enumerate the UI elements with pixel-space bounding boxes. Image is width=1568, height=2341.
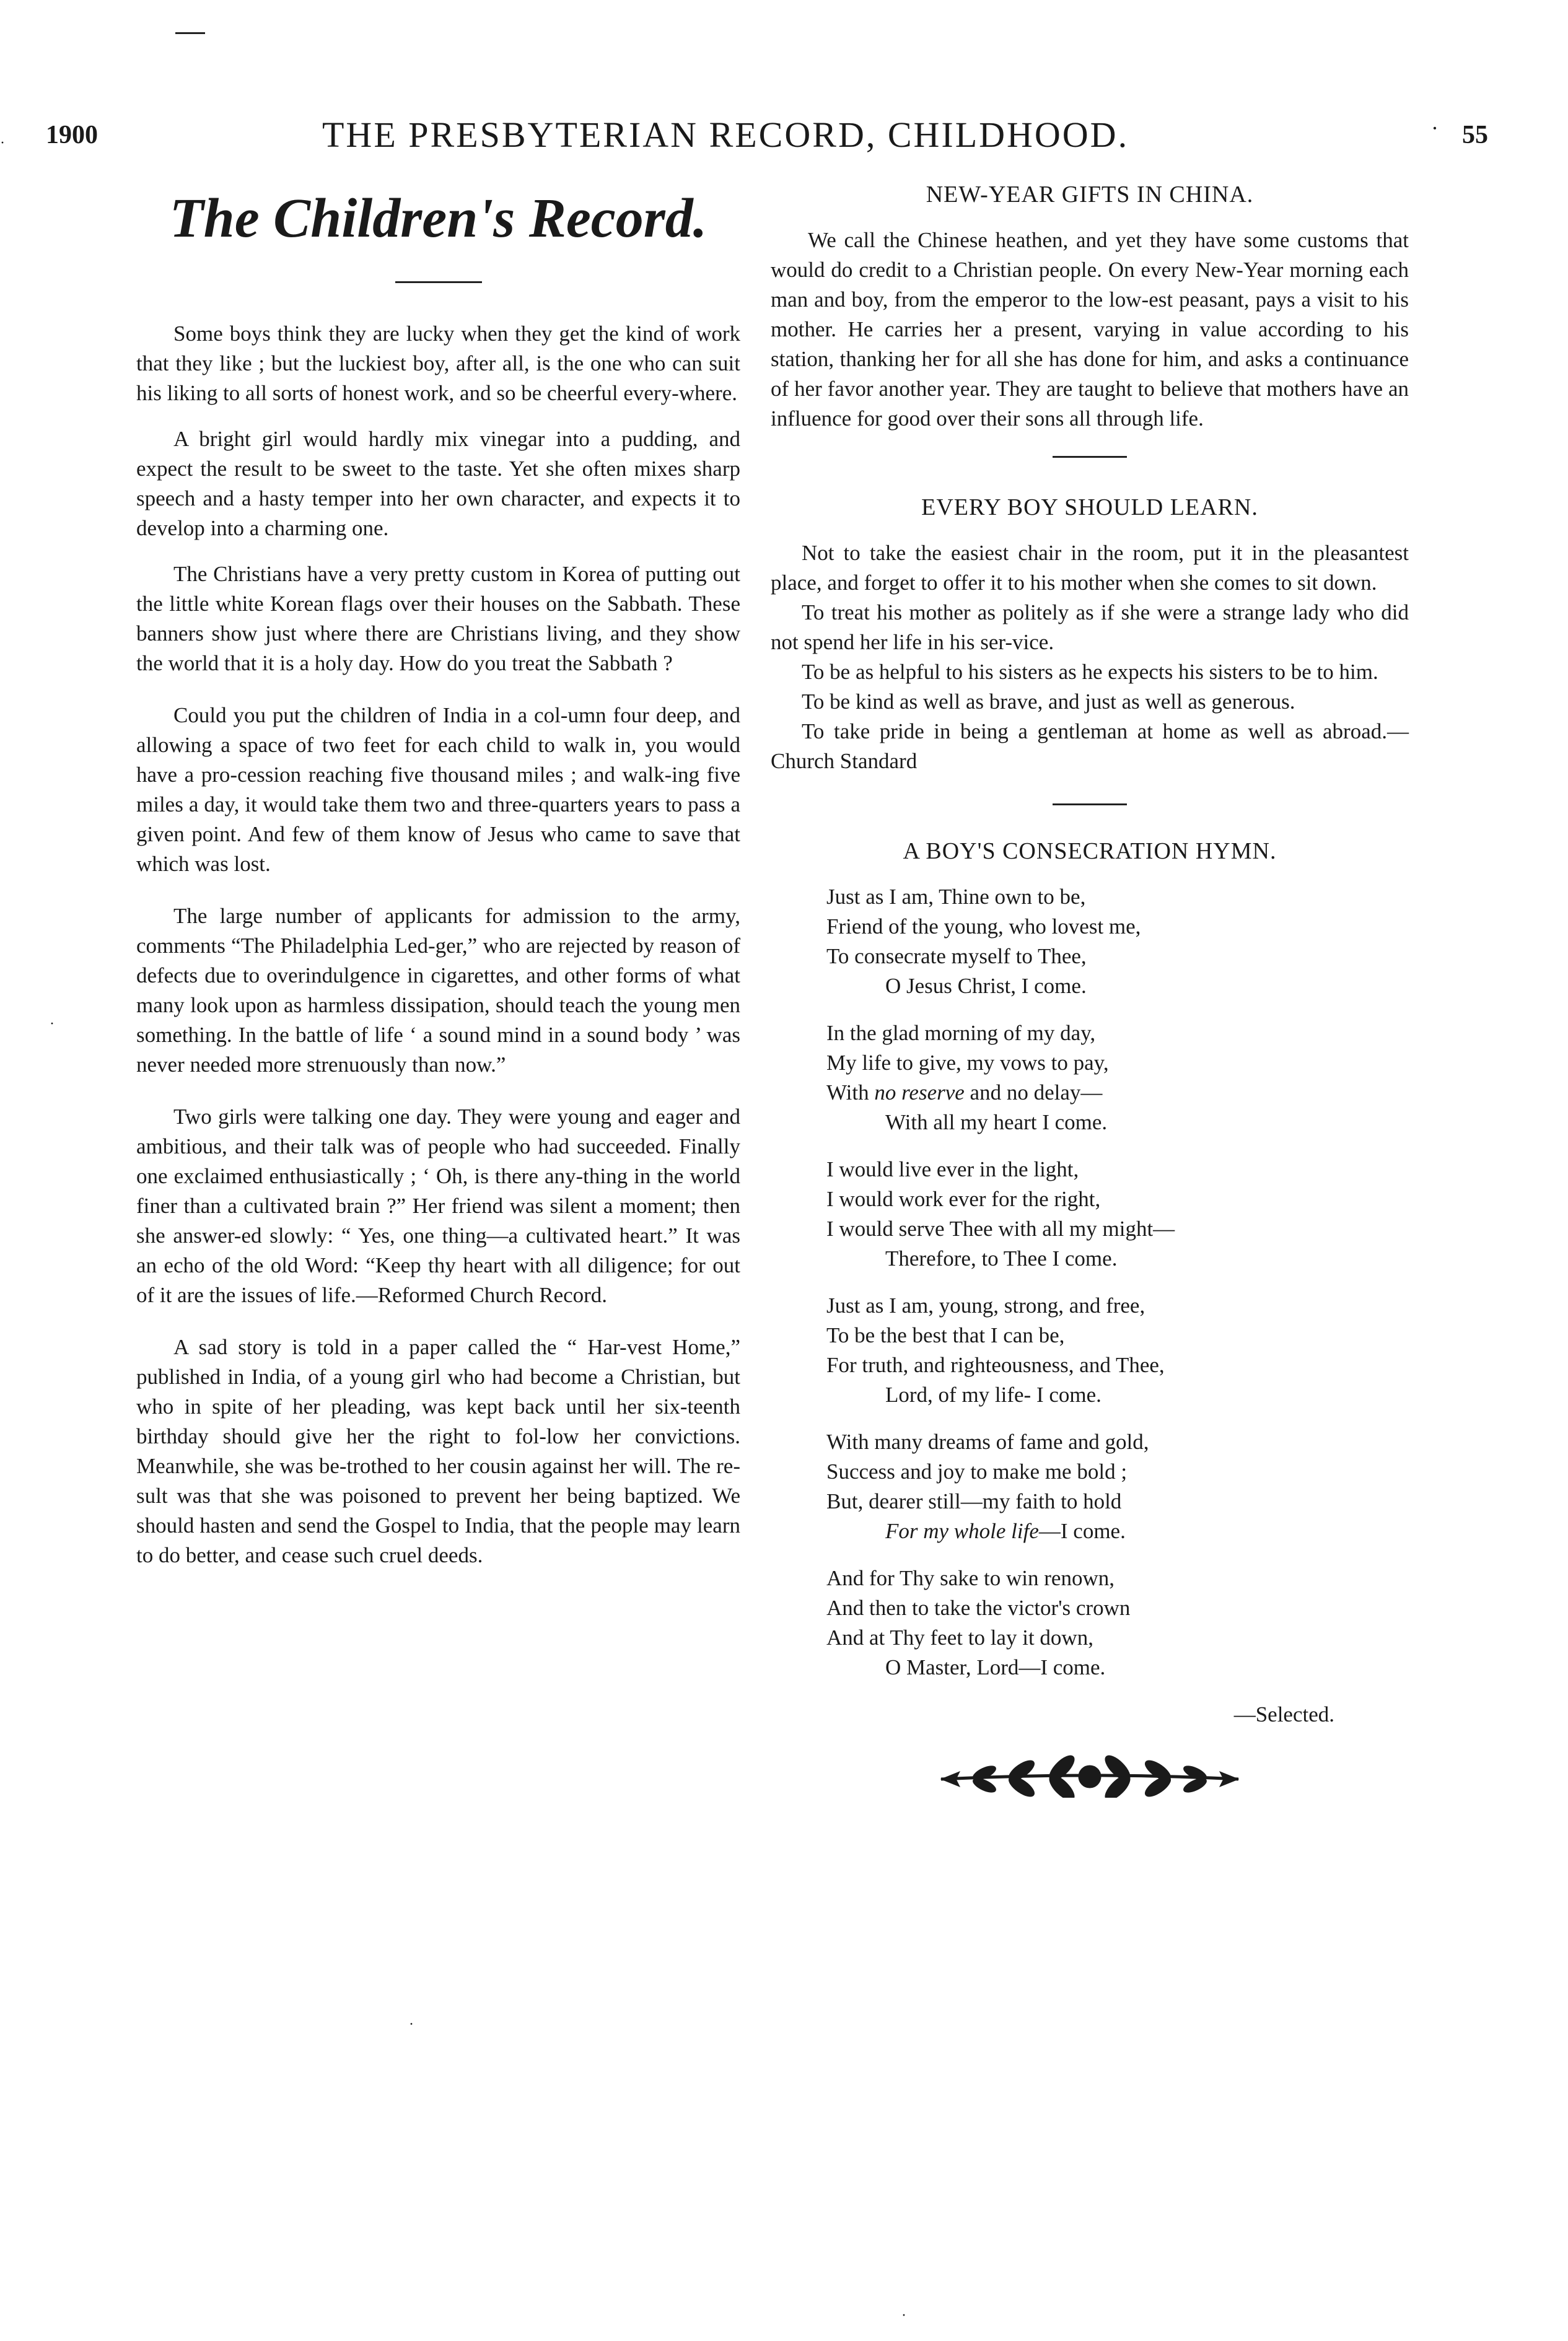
top-mark [175, 32, 205, 34]
learn-item: To be as helpful to his sisters as he expects his sisters to be to him. [802, 660, 1378, 684]
hymn-line [826, 1516, 1409, 1546]
heading-every-boy: EVERY BOY SHOULD LEARN. [921, 494, 1258, 520]
learn-item: To be kind as well as brave, and just as well as generous. [802, 689, 1295, 714]
section-rule [395, 281, 482, 283]
hymn-line: My life to give, my vows to pay, [826, 1051, 1109, 1075]
learn-item: To take pride in being a gentleman at home as well as abroad.—Church Standard [771, 719, 1409, 773]
hymn-line: Therefore, to Thee I come. [885, 1246, 1118, 1271]
left-column [136, 180, 740, 1586]
hymn-line: With all my heart I come. [885, 1110, 1108, 1134]
hymn-italic-phrase: no reserve [874, 1080, 965, 1105]
right-column [771, 180, 1409, 1798]
hymn-line: O Master, Lord—I come. [885, 1655, 1106, 1679]
hymn-line: Just as I am, young, strong, and free, [826, 1293, 1145, 1318]
paragraph-new-year: We call the Chinese heathen, and yet they have some customs that would do credit to a Christian people. On every New-Year morning each man and boy, from the emperor to the low-est peasant, pays a visit to his mother. He carries her a present, varying in value according to his station, thanking her for all she has done for him, and asks a continuance of her favor another year. They are taught to believe that mothers have an influence for good over their sons all through life. [771, 228, 1409, 431]
hymn-line: I would work ever for the right, [826, 1187, 1101, 1211]
paragraph-work: Some boys think they are lucky when they get the kind of work that they like ; but the luckiest boy, after all, is the one who can suit his liking to all sorts of honest work, and so be cheerful every-where. [136, 322, 740, 405]
hymn [826, 882, 1409, 1682]
learn-item: Not to take the easiest chair in the room, put it in the pleasantest place, and forget to offer it to his mother when she comes to sit down. [771, 541, 1409, 595]
hymn-line: Friend of the young, who lovest me, [826, 914, 1141, 939]
paragraph-vinegar: A bright girl would hardly mix vinegar into a pudding, and expect the result to be sweet to the taste. Yet she often mixes sharp speech and a hasty temper into her own character, and expects it to develop into a charming one. [136, 427, 740, 540]
hymn-line-part: and no delay— [964, 1080, 1103, 1105]
hymn-line: But, dearer still—my faith to hold [826, 1489, 1122, 1513]
hymn-line: And then to take the victor's crown [826, 1596, 1131, 1620]
hymn-line: O Jesus Christ, I come. [885, 974, 1087, 998]
header-year: 1900 [46, 121, 98, 149]
running-head [0, 115, 1568, 167]
paragraph-army: The large number of applicants for admission to the army, comments “The Philadelphia Led-ger,” who are rejected by reason of defects due to overindulgence in cigarettes, and other forms of what many look upon as harmless dissipation, should teach the young men something. In the battle of life ‘ a sound mind in a sound body ’ was never needed more strenuously than now.” [136, 904, 740, 1077]
hymn-line: For truth, and righteousness, and Thee, [826, 1353, 1165, 1377]
hymn-italic-phrase: For my whole life [885, 1519, 1039, 1543]
margin-speck: · [0, 135, 5, 151]
hymn-line: I would live ever in the light, [826, 1157, 1079, 1181]
hymn-line: With many dreams of fame and gold, [826, 1430, 1149, 1454]
hymn-stanza [826, 1564, 1409, 1682]
hymn-line: In the glad morning of my day, [826, 1021, 1096, 1045]
paragraph-sad-story: A sad story is told in a paper called the “ Har-vest Home,” published in India, of a young girl who had become a Christian, but who in spite of her pleading, was kept back until her six-teenth birthday should give her the right to fol-low her convictions. Meanwhile, she was be-trothed to her cousin against her will. The re-sult was that she was poisoned to prevent her being baptized. We should hasten and send the Gospel to India, that the people may learn to do better, and cease such cruel deeds. [136, 1335, 740, 1567]
hymn-line: To be the best that I can be, [826, 1323, 1065, 1347]
hymn-line: To consecrate myself to Thee, [826, 944, 1087, 968]
paragraph-two-girls: Two girls were talking one day. They were young and eager and ambitious, and their talk was of people who had succeeded. Finally one exclaimed enthusiastically ; ‘ Oh, is there any-thing in the world finer than a cultivated brain ?” Her friend was silent a moment; then she answer-ed slowly: “ Yes, one thing—a cultivated heart.” It was an echo of the old Word: “Keep thy heart with all diligence; for out of it are the issues of life.—Reformed Church Record. [136, 1105, 740, 1307]
hymn-stanza [826, 882, 1409, 1001]
header-dot: · [1431, 116, 1439, 141]
hymn-line [826, 1078, 1409, 1108]
hymn-line: And for Thy sake to win renown, [826, 1566, 1115, 1590]
hymn-stanza [826, 1155, 1409, 1274]
hymn-line-part: With [826, 1080, 875, 1105]
learn-item: To treat his mother as politely as if she were a strange lady who did not spend her life in his ser-vice. [771, 600, 1409, 654]
paragraph-india-children: Could you put the children of India in a col-umn four deep, and allowing a space of two feet for each child to walk in, you would have a pro-cession reaching five thousand miles ; and walk-ing five miles a day, it would take them two and three-quarters years to pass a given point. And few of them know of Jesus who came to save that which was lost. [136, 703, 740, 876]
vine-ornament-icon [935, 1754, 1245, 1798]
hymn-stanza [826, 1018, 1409, 1137]
hymn-line: Just as I am, Thine own to be, [826, 885, 1086, 909]
journal-title: THE PRESBYTERIAN RECORD, CHILDHOOD. [322, 115, 1129, 155]
hymn-line: Success and joy to make me bold ; [826, 1459, 1128, 1484]
hymn-line: Lord, of my life- I come. [885, 1383, 1102, 1407]
margin-speck: · [50, 1016, 55, 1032]
hymn-signoff: —Selected. [1233, 1702, 1334, 1726]
margin-speck: · [901, 2308, 906, 2324]
margin-speck: · [409, 2016, 414, 2033]
heading-new-year: NEW-YEAR GIFTS IN CHINA. [926, 182, 1254, 208]
rule-2 [1053, 803, 1127, 805]
hymn-line: And at Thy feet to lay it down, [826, 1626, 1093, 1650]
rule-1 [1053, 456, 1127, 458]
heading-hymn: A BOY'S CONSECRATION HYMN. [903, 838, 1277, 864]
hymn-line: I would serve Thee with all my might— [826, 1217, 1175, 1241]
hymn-line-part: —I come. [1038, 1519, 1126, 1543]
paragraph-korea: The Christians have a very pretty custom in Korea of putting out the little white Korean flags over their houses on the Sabbath. These banners show just where there are Christians living, and they show the world that it is a holy day. How do you treat the Sabbath ? [136, 562, 740, 675]
page-number: 55 [1462, 121, 1488, 149]
hymn-stanza [826, 1291, 1409, 1410]
hymn-stanza [826, 1427, 1409, 1546]
section-title: The Children's Record. [169, 188, 707, 249]
